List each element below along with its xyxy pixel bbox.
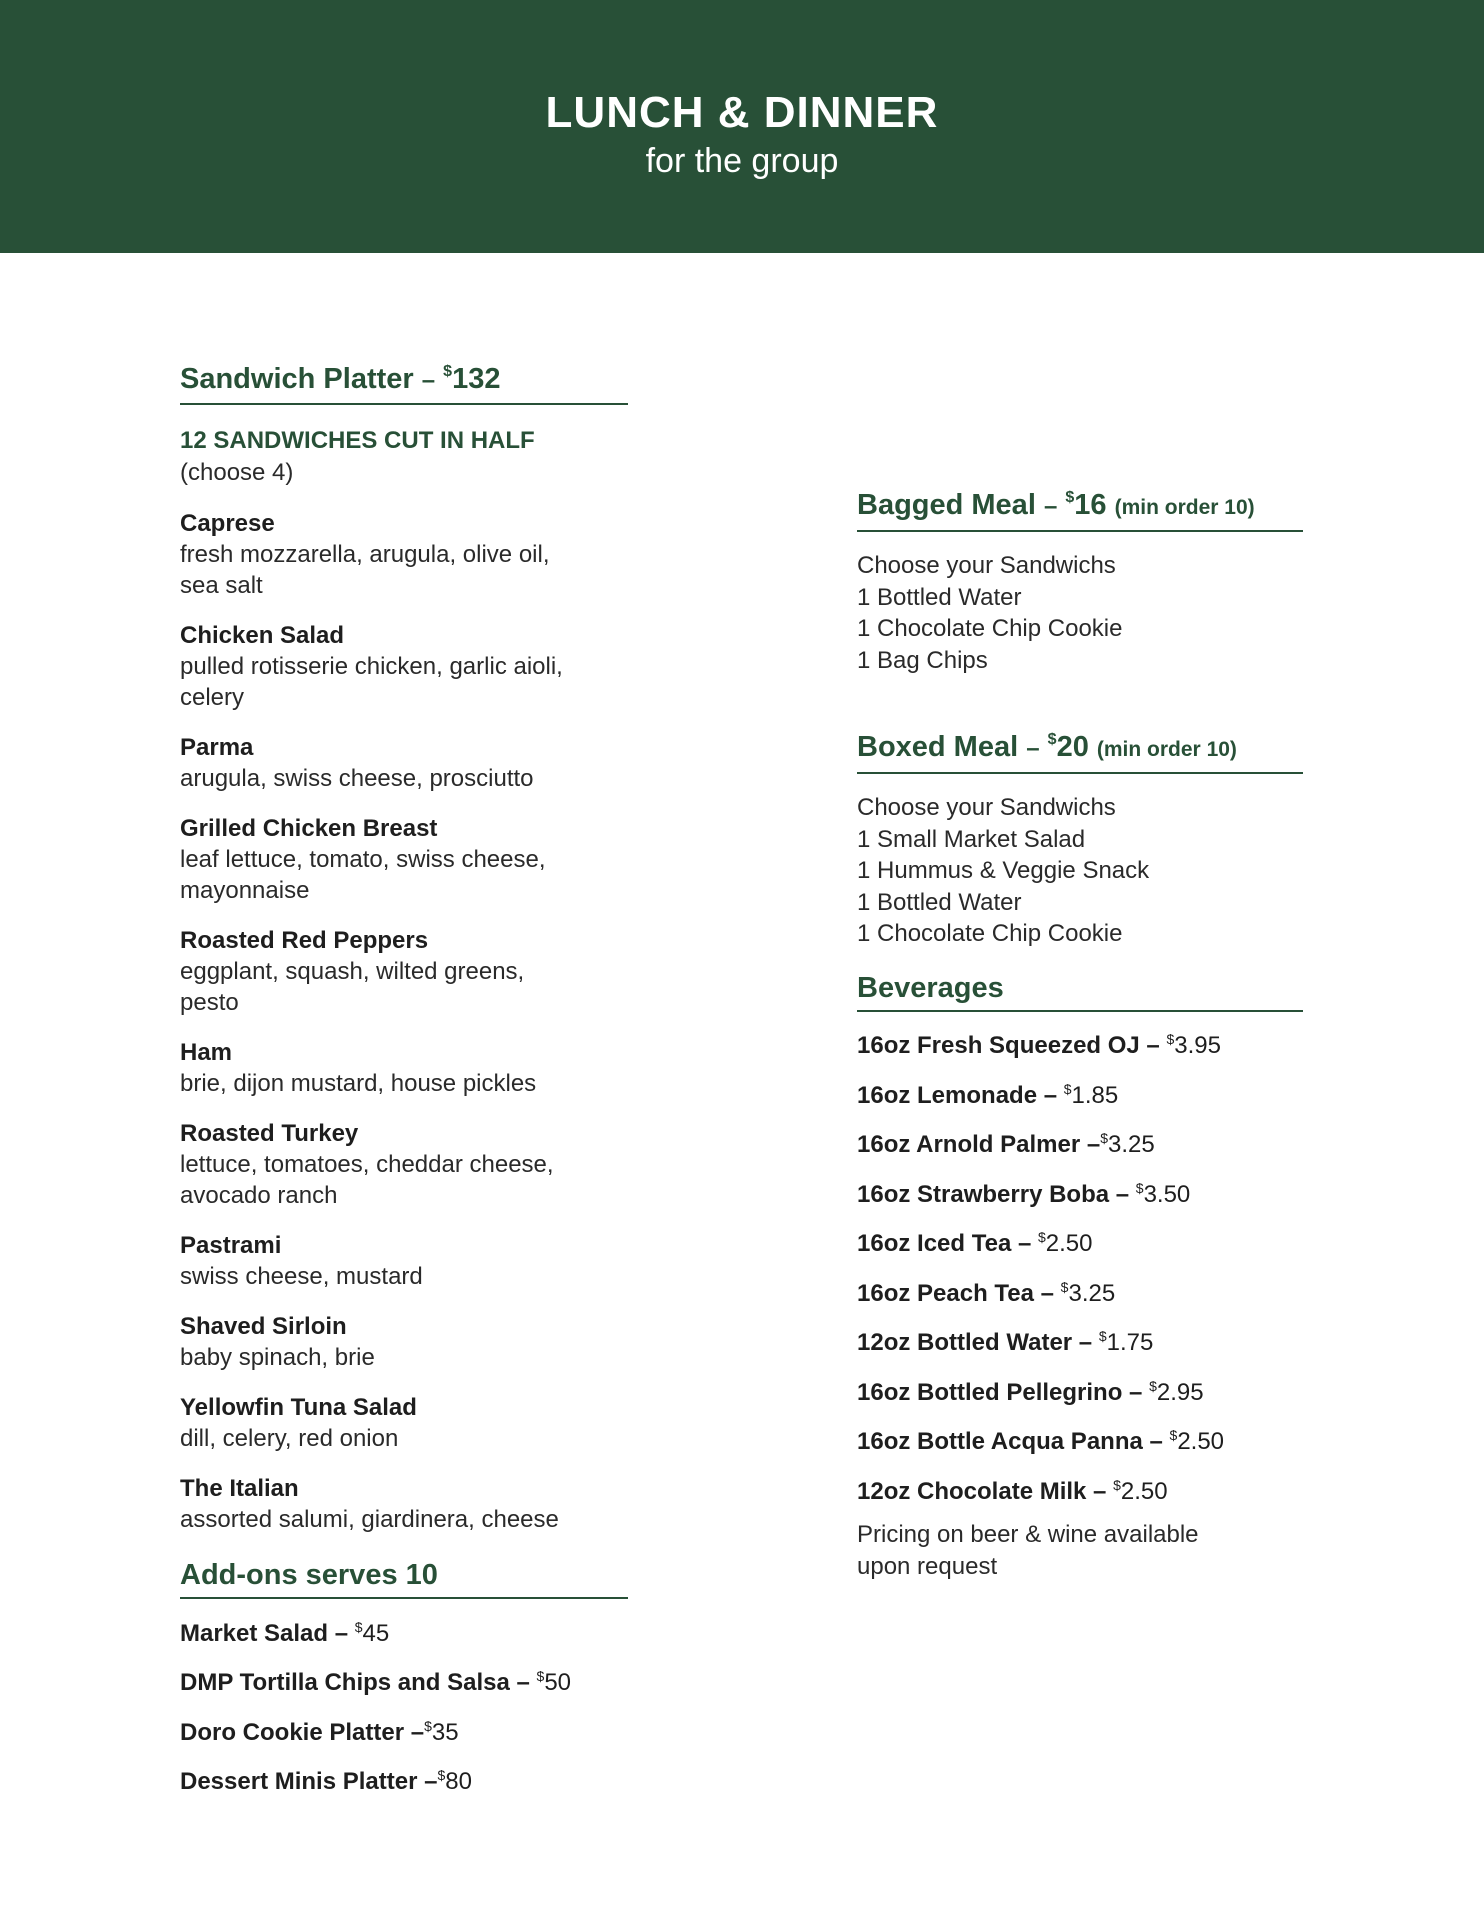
addon-item-name: Market Salad –	[180, 1619, 355, 1647]
beverages-heading: Beverages	[857, 970, 1303, 1012]
page-subtitle: for the group	[645, 142, 839, 180]
beverage-item-price: 2.95	[1156, 1378, 1204, 1406]
addon-list	[180, 1612, 628, 1798]
beverage-item	[857, 1470, 1303, 1507]
addon-item	[180, 1711, 628, 1748]
beverage-item	[857, 1123, 1303, 1160]
beverage-item-name: 16oz Peach Tea –	[857, 1279, 1061, 1307]
sandwich-platter-subhead: 12 SANDWICHES CUT IN HALF	[180, 427, 535, 454]
currency-symbol: $	[1098, 1328, 1107, 1344]
bagged-meal-item: 1 Bag Chips	[857, 646, 988, 674]
sandwich-item	[180, 1118, 628, 1211]
addon-item-name: Dessert Minis Platter –	[180, 1768, 438, 1795]
sandwich-item	[180, 1392, 628, 1454]
addons-heading: Add-ons serves 10	[180, 1557, 628, 1599]
sandwich-name: Caprese	[180, 510, 275, 537]
beverage-item-name: 16oz Lemonade –	[857, 1081, 1064, 1109]
currency-symbol: $	[443, 363, 453, 380]
sandwich-name: Roasted Turkey	[180, 1120, 359, 1147]
beverage-item-price: 2.50	[1045, 1230, 1093, 1257]
beverage-item-price: 1.75	[1106, 1329, 1154, 1356]
sandwich-item	[180, 620, 628, 713]
sandwich-description: celery	[180, 684, 245, 711]
sandwich-name: Ham	[180, 1039, 233, 1066]
left-column	[180, 354, 628, 1797]
sandwich-name: The Italian	[180, 1475, 299, 1502]
bagged-meal-title: Bagged Meal	[857, 489, 1036, 521]
sandwich-platter-title: Sandwich Platter	[180, 363, 414, 395]
sandwich-item	[180, 732, 628, 794]
beverage-item-name: 16oz Bottled Pellegrino –	[857, 1378, 1150, 1406]
sandwich-description: pesto	[180, 989, 239, 1016]
boxed-meal-item: 1 Small Market Salad	[857, 825, 1086, 853]
addon-item-name: Doro Cookie Platter –	[180, 1718, 425, 1746]
sandwich-name: Pastrami	[180, 1232, 282, 1259]
beverage-item-price: 2.50	[1120, 1477, 1168, 1505]
bagged-meal-min-order: (min order 10)	[1114, 496, 1255, 519]
sandwich-description: baby spinach, brie	[180, 1344, 375, 1371]
currency-symbol: $	[1100, 1130, 1108, 1146]
sandwich-description: pulled rotisserie chicken, garlic aioli,	[180, 653, 563, 680]
sandwich-item	[180, 813, 628, 906]
boxed-meal-list	[857, 792, 1303, 950]
bagged-meal-item: 1 Chocolate Chip Cookie	[857, 615, 1123, 642]
sandwich-item	[180, 1311, 628, 1373]
beverage-item-name: 16oz Strawberry Boba –	[857, 1180, 1136, 1208]
beverage-item-price: 3.25	[1068, 1279, 1116, 1307]
beverage-item-name: 16oz Bottle Acqua Panna –	[857, 1428, 1170, 1455]
currency-symbol: $	[1149, 1377, 1157, 1394]
currency-symbol: $	[1113, 1476, 1121, 1493]
sandwich-item	[180, 1473, 628, 1535]
beverage-note-line: Pricing on beer & wine available	[857, 1520, 1199, 1548]
beverage-item	[857, 1420, 1303, 1457]
sandwich-description: mayonnaise	[180, 877, 310, 904]
sandwich-description: avocado ranch	[180, 1182, 338, 1209]
sandwich-description: brie, dijon mustard, house pickles	[180, 1070, 537, 1097]
beverage-item-price: 3.25	[1107, 1131, 1155, 1158]
sandwich-description: fresh mozzarella, arugula, olive oil,	[180, 541, 550, 568]
addon-item-price: 50	[544, 1669, 572, 1696]
addon-item-price: 45	[362, 1619, 390, 1647]
addon-item	[180, 1661, 628, 1698]
sandwich-item	[180, 1230, 628, 1292]
currency-symbol: $	[536, 1668, 545, 1684]
boxed-meal-price: 20	[1056, 731, 1089, 763]
beverage-item-name: 16oz Iced Tea –	[857, 1230, 1038, 1257]
beverage-item-name: 16oz Fresh Squeezed OJ –	[857, 1032, 1167, 1059]
sandwich-platter-heading	[180, 354, 628, 405]
beverage-note-line: upon request	[857, 1552, 998, 1580]
boxed-meal-heading	[857, 722, 1303, 774]
boxed-meal-dash: –	[1026, 735, 1040, 762]
boxed-meal-min-order: (min order 10)	[1096, 738, 1237, 761]
currency-symbol: $	[1047, 731, 1057, 748]
bagged-meal-item: 1 Bottled Water	[857, 583, 1022, 611]
currency-symbol: $	[424, 1717, 432, 1734]
boxed-meal-item: 1 Bottled Water	[857, 888, 1022, 916]
boxed-meal-title: Boxed Meal	[857, 731, 1019, 763]
sandwich-name: Roasted Red Peppers	[180, 927, 429, 954]
currency-symbol: $	[1060, 1278, 1069, 1295]
currency-symbol: $	[1135, 1179, 1144, 1196]
sandwich-description: lettuce, tomatoes, cheddar cheese,	[180, 1151, 554, 1178]
beverage-item	[857, 1371, 1303, 1408]
beverage-item-price: 1.85	[1071, 1081, 1119, 1109]
addon-item-price: 80	[445, 1768, 472, 1795]
sandwich-name: Chicken Salad	[180, 622, 345, 649]
sandwich-item	[180, 1037, 628, 1099]
addon-item-name: DMP Tortilla Chips and Salsa –	[180, 1669, 537, 1696]
boxed-meal-item: 1 Hummus & Veggie Snack	[857, 857, 1150, 884]
bagged-meal-price: 16	[1074, 489, 1107, 521]
sandwich-name: Parma	[180, 734, 254, 761]
sandwich-description: assorted salumi, giardinera, cheese	[180, 1506, 559, 1533]
sandwich-description: sea salt	[180, 572, 263, 599]
beverage-item	[857, 1272, 1303, 1309]
bagged-meal-list	[857, 550, 1303, 676]
beverage-item-name: 12oz Chocolate Milk –	[857, 1477, 1114, 1505]
right-column	[857, 480, 1303, 1583]
bagged-meal-dash: –	[1043, 493, 1058, 520]
bagged-meal-item: Choose your Sandwichs	[857, 552, 1116, 579]
beverage-item	[857, 1024, 1303, 1061]
addon-item	[180, 1760, 628, 1797]
sandwich-description: swiss cheese, mustard	[180, 1263, 423, 1290]
addon-item	[180, 1612, 628, 1649]
bagged-meal-heading	[857, 480, 1303, 532]
addon-item-price: 35	[431, 1718, 459, 1746]
sandwich-item	[180, 925, 628, 1018]
currency-symbol: $	[1169, 1427, 1178, 1443]
boxed-meal-item: 1 Chocolate Chip Cookie	[857, 920, 1123, 947]
beverage-item	[857, 1321, 1303, 1358]
beverage-note	[857, 1519, 1303, 1583]
beverage-item-price: 2.50	[1177, 1428, 1225, 1455]
beverage-item-price: 3.50	[1143, 1180, 1191, 1208]
beverage-item-name: 12oz Bottled Water –	[857, 1329, 1099, 1356]
sandwich-description: dill, celery, red onion	[180, 1425, 399, 1452]
currency-symbol: $	[1166, 1031, 1175, 1047]
header-banner	[0, 0, 1484, 253]
currency-symbol: $	[1037, 1229, 1046, 1245]
beverage-item	[857, 1222, 1303, 1259]
currency-symbol: $	[1063, 1080, 1072, 1097]
currency-symbol: $	[354, 1618, 363, 1635]
sandwich-name: Shaved Sirloin	[180, 1313, 347, 1340]
beverage-item-name: 16oz Arnold Palmer –	[857, 1131, 1101, 1158]
currency-symbol: $	[437, 1767, 446, 1783]
currency-symbol: $	[1065, 489, 1075, 506]
page-title: LUNCH & DINNER	[545, 88, 939, 137]
boxed-meal-item: Choose your Sandwichs	[857, 794, 1116, 821]
sandwich-name: Yellowfin Tuna Salad	[180, 1394, 417, 1421]
sandwich-name: Grilled Chicken Breast	[180, 815, 438, 842]
sandwich-description: arugula, swiss cheese, prosciutto	[180, 765, 534, 792]
sandwich-platter-choose: (choose 4)	[180, 459, 294, 486]
beverage-item-price: 3.95	[1174, 1032, 1221, 1059]
sandwich-item	[180, 508, 628, 601]
sandwich-description: leaf lettuce, tomato, swiss cheese,	[180, 846, 546, 873]
beverage-item	[857, 1074, 1303, 1111]
beverage-item	[857, 1173, 1303, 1210]
sandwich-list	[180, 508, 628, 1535]
beverage-list	[857, 1024, 1303, 1507]
sandwich-platter-price: 132	[452, 363, 501, 395]
sandwich-description: eggplant, squash, wilted greens,	[180, 958, 525, 985]
sandwich-platter-dash: –	[421, 367, 436, 394]
addons-section	[180, 1557, 628, 1797]
